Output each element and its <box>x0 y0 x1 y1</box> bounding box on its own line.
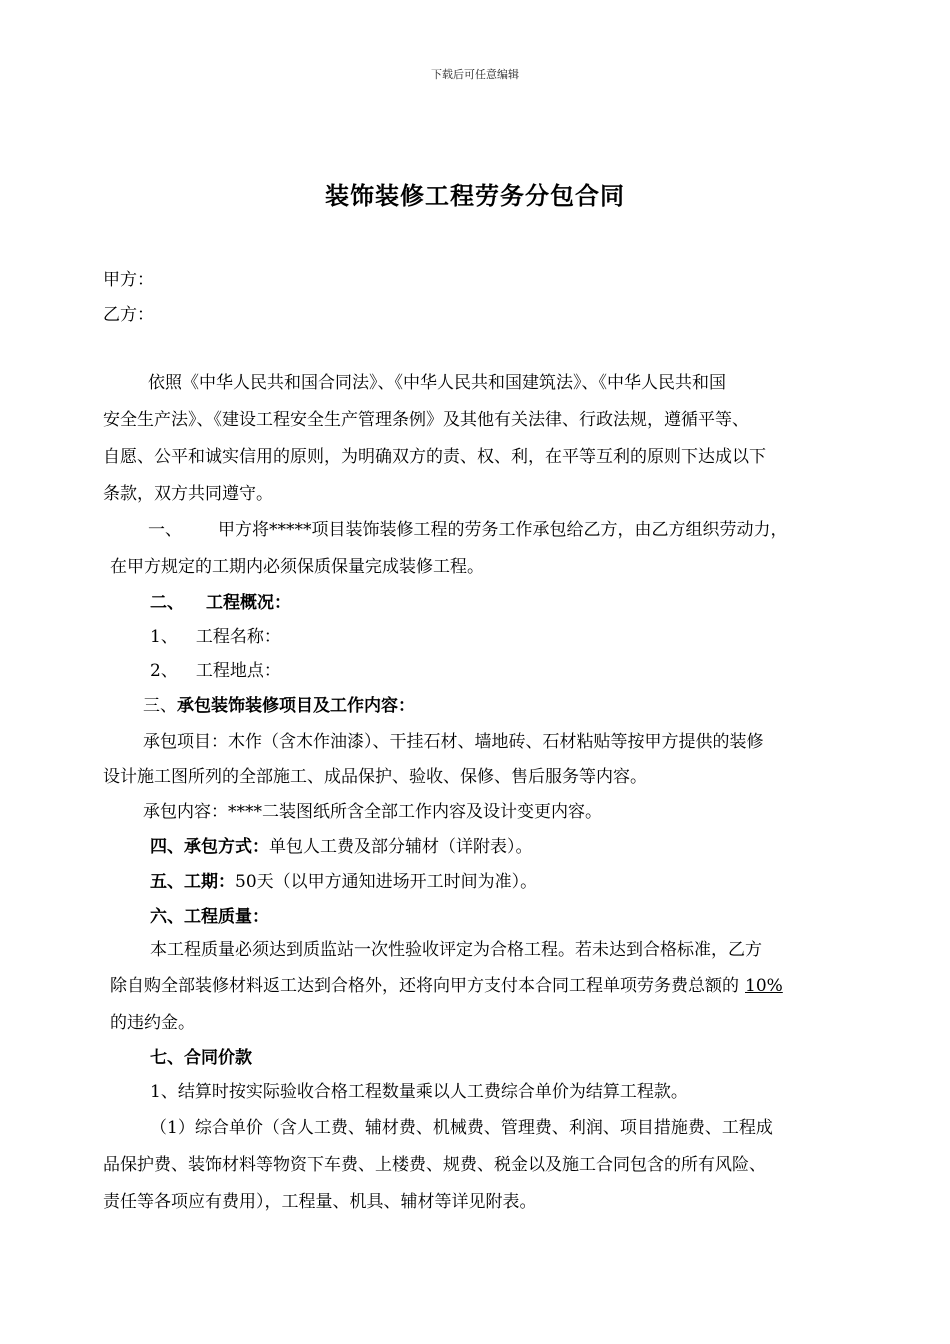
clause-2-title: 工程概况： <box>206 593 291 613</box>
clause-6-line-3: 的违约金。 <box>110 1013 195 1033</box>
clause-2-heading <box>150 591 291 615</box>
preamble-line-3: 自愿、公平和诚实信用的原则，为明确双方的责、权、利，在平等互利的原则下达成以下 <box>103 447 766 467</box>
clause-7-para-1: 1、结算时按实际验收合格工程数量乘以人工费综合单价为结算工程款。 <box>150 1082 688 1102</box>
item-1-number: 1、 <box>150 627 178 647</box>
clause-5-heading: 五、工期： <box>150 872 235 892</box>
clause-3-title: 承包装饰装修项目及工作内容： <box>177 696 415 716</box>
clause-3-items-line-1: 承包项目：木作（含木作油漆）、干挂石材、墙地砖、石材粘贴等按甲方提供的装修 <box>143 732 764 752</box>
clause-6-heading: 六、工程质量： <box>150 907 269 927</box>
clause-3-items-line-2: 设计施工图所列的全部施工、成品保护、验收、保修、售后服务等内容。 <box>103 767 647 787</box>
clause-3-heading <box>143 694 415 718</box>
clause-5-text: 50天（以甲方通知进场开工时间为准）。 <box>235 872 538 892</box>
clause-6-line-2-text: 除自购全部装修材料返工达到合格外，还将向甲方支付本合同工程单项劳务费总额的 <box>110 976 739 996</box>
clause-6-line-2 <box>110 974 783 998</box>
clause-1-line-2: 在甲方规定的工期内必须保质保量完成装修工程。 <box>110 557 484 577</box>
clause-1-text: 甲方将*****项目装饰装修工程的劳务工作承包给乙方，由乙方组织劳动力， <box>218 520 788 540</box>
project-name-label: 工程名称： <box>195 627 281 647</box>
clause-7-para-2-line-2: 品保护费、装饰材料等物资下车费、上楼费、规费、税金以及施工合同包含的所有风险、 <box>103 1155 766 1175</box>
clause-3-number: 三、 <box>143 696 177 716</box>
clause-2-number: 二、 <box>150 593 184 613</box>
clause-7-heading: 七、合同价款 <box>150 1048 252 1068</box>
clause-7-para-2-line-1: （1）综合单价（含人工费、辅材费、机械费、管理费、利润、项目措施费、工程成 <box>150 1118 773 1138</box>
document-title: 装饰装修工程劳务分包合同 <box>325 182 625 210</box>
penalty-percent: 10% <box>745 976 783 996</box>
clause-6-line-1: 本工程质量必须达到质监站一次性验收评定为合格工程。若未达到合格标准，乙方 <box>150 940 762 960</box>
clause-2-item-2 <box>150 659 281 683</box>
clause-5 <box>150 870 537 894</box>
clause-2-item-1 <box>150 625 281 649</box>
party-b-label: 乙方： <box>103 305 154 325</box>
party-a-label: 甲方： <box>103 270 154 290</box>
clause-4 <box>150 835 533 859</box>
clause-7-para-2-line-3: 责任等各项应有费用），工程量、机具、辅材等详见附表。 <box>103 1192 537 1212</box>
project-location-label: 工程地点： <box>195 661 281 681</box>
clause-4-text: 单包人工费及部分辅材（详附表）。 <box>269 837 533 857</box>
item-2-number: 2、 <box>150 661 178 681</box>
clause-4-heading: 四、承包方式： <box>150 837 269 857</box>
clause-1-line-1 <box>148 518 788 542</box>
header-note: 下载后可任意编辑 <box>431 68 519 81</box>
clause-3-content: 承包内容：****二装图纸所含全部工作内容及设计变更内容。 <box>143 802 602 822</box>
preamble-line-4: 条款，双方共同遵守。 <box>103 484 273 504</box>
clause-1-number: 一、 <box>148 520 182 540</box>
preamble-line-2: 安全生产法》、《建设工程安全生产管理条例》及其他有关法律、行政法规，遵循平等、 <box>103 410 749 430</box>
preamble-line-1: 依照《中华人民共和国合同法》、《中华人民共和国建筑法》、《中华人民共和国 <box>148 373 726 393</box>
